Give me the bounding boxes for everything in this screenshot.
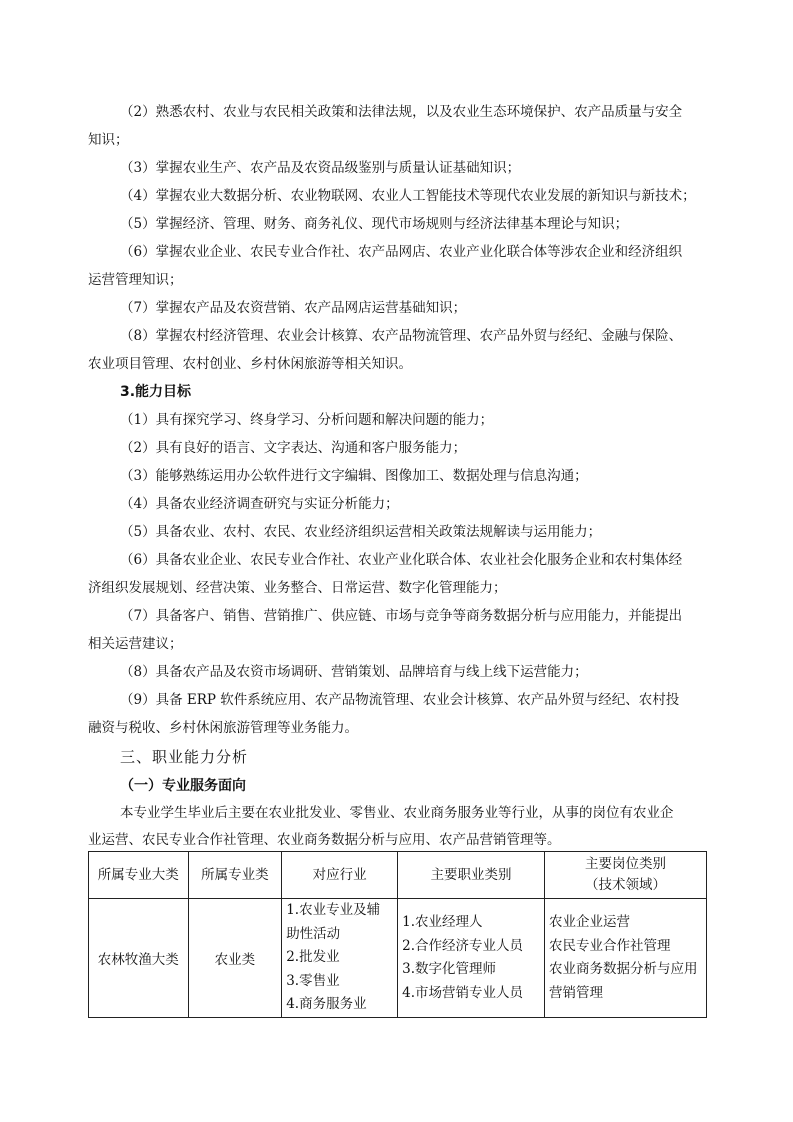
subsection-title: （一）专业服务面向 — [120, 778, 246, 794]
header-occupation: 主要职业类别 — [398, 852, 545, 899]
knowledge-item-6-cont: 运营管理知识； — [88, 272, 183, 288]
knowledge-item-2: （2）熟悉农村、农业与农民相关政策和法律法规，以及农业生态环境保护、农产品质量与安全 — [120, 104, 683, 120]
knowledge-item-2-cont: 知识； — [88, 132, 129, 148]
position-line: 营销管理 — [549, 984, 604, 1001]
knowledge-item-6: （6）掌握农业企业、农民专业合作社、农产品网店、农业产业化联合体等涉农企业和经济组织 — [120, 244, 683, 260]
ability-item-7: （7）具备客户、销售、营销推广、供应链、市场与竞争等商务数据分析与应用能力，并能提出 — [120, 608, 683, 624]
knowledge-item-3: （3）掌握农业生产、农产品及农资品级鉴别与质量认证基础知识； — [120, 160, 521, 176]
industry-line: 2.批发业 — [286, 949, 340, 966]
ability-item-8: （8）具备农产品及农资市场调研、营销策划、品牌培育与线上线下运营能力； — [120, 664, 588, 680]
cell-major-class: 农业类 — [188, 899, 282, 1018]
header-position-line2: （技术领域） — [585, 877, 666, 893]
position-line: 农业商务数据分析与应用 — [549, 961, 698, 977]
occupation-line: 4.市场营销专业人员 — [402, 984, 523, 1001]
ability-item-7-cont: 相关运营建议； — [88, 636, 183, 652]
header-position — [545, 852, 707, 899]
knowledge-item-7: （7）掌握农产品及农资营销、农产品网店运营基础知识； — [120, 300, 467, 316]
knowledge-item-4: （4）掌握农业大数据分析、农业物联网、农业人工智能技术等现代农业发展的新知识与新技术； — [120, 188, 696, 204]
industry-line: 3.零售业 — [286, 972, 340, 989]
table-row — [89, 899, 707, 1018]
knowledge-item-8-cont: 农业项目管理、农村创业、乡村休闲旅游等相关知识。 — [88, 356, 412, 372]
ability-item-6-cont: 济组织发展规划、经营决策、业务整合、日常运营、数字化管理能力； — [88, 580, 507, 596]
ability-item-4: （4）具备农业经济调查研究与实证分析能力； — [120, 496, 399, 512]
header-position-line1: 主要岗位类别 — [585, 856, 666, 872]
industry-line: 助性活动 — [286, 925, 341, 942]
ability-item-3: （3）能够熟练运用办公软件进行文字编辑、图像加工、数据处理与信息沟通； — [120, 468, 588, 484]
ability-heading: 3.能力目标 — [120, 384, 192, 400]
ability-item-6: （6）具备农业企业、农民专业合作社、农业产业化联合体、农业社会化服务企业和农村集体经 — [120, 552, 683, 568]
table-header-row — [89, 852, 707, 899]
cell-positions — [545, 899, 707, 1018]
position-line: 农业企业运营 — [549, 914, 631, 930]
service-orientation-table — [88, 851, 707, 1018]
ability-item-9-cont: 融资与税收、乡村休闲旅游管理等业务能力。 — [88, 720, 358, 736]
header-major-category: 所属专业大类 — [89, 852, 189, 899]
intro-line-1: 本专业学生毕业后主要在农业批发业、零售业、农业商务服务业等行业，从事的岗位有农业企 — [120, 805, 674, 821]
cell-occupations — [398, 899, 545, 1018]
occupation-line: 3.数字化管理师 — [402, 961, 496, 977]
section-title: 三、职业能力分析 — [120, 748, 249, 766]
header-industry: 对应行业 — [282, 852, 398, 899]
ability-item-1: （1）具有探究学习、终身学习、分析问题和解决问题的能力； — [120, 412, 494, 428]
intro-line-2: 业运营、农民专业合作社管理、农业商务数据分析与应用、农产品营销管理等。 — [88, 832, 561, 848]
ability-item-2: （2）具有良好的语言、文字表达、沟通和客户服务能力； — [120, 440, 467, 456]
header-major-class: 所属专业类 — [188, 852, 282, 899]
industry-line: 1.农业专业及辅 — [286, 902, 381, 919]
occupation-line: 2.合作经济专业人员 — [402, 937, 523, 954]
position-line: 农民专业合作社管理 — [549, 937, 671, 954]
knowledge-item-5: （5）掌握经济、管理、财务、商务礼仪、现代市场规则与经济法律基本理论与知识； — [120, 216, 629, 232]
occupation-line: 1.农业经理人 — [402, 914, 483, 930]
ability-item-5: （5）具备农业、农村、农民、农业经济组织运营相关政策法规解读与运用能力； — [120, 524, 602, 540]
cell-industries — [282, 899, 398, 1018]
knowledge-item-8: （8）掌握农村经济管理、农业会计核算、农产品物流管理、农产品外贸与经纪、金融与保险、 — [120, 328, 683, 344]
ability-item-9: （9）具备 ERP 软件系统应用、农产品物流管理、农业会计核算、农产品外贸与经纪、农村投 — [120, 692, 680, 708]
cell-major-category: 农林牧渔大类 — [89, 899, 189, 1018]
industry-line: 4.商务服务业 — [286, 996, 367, 1013]
